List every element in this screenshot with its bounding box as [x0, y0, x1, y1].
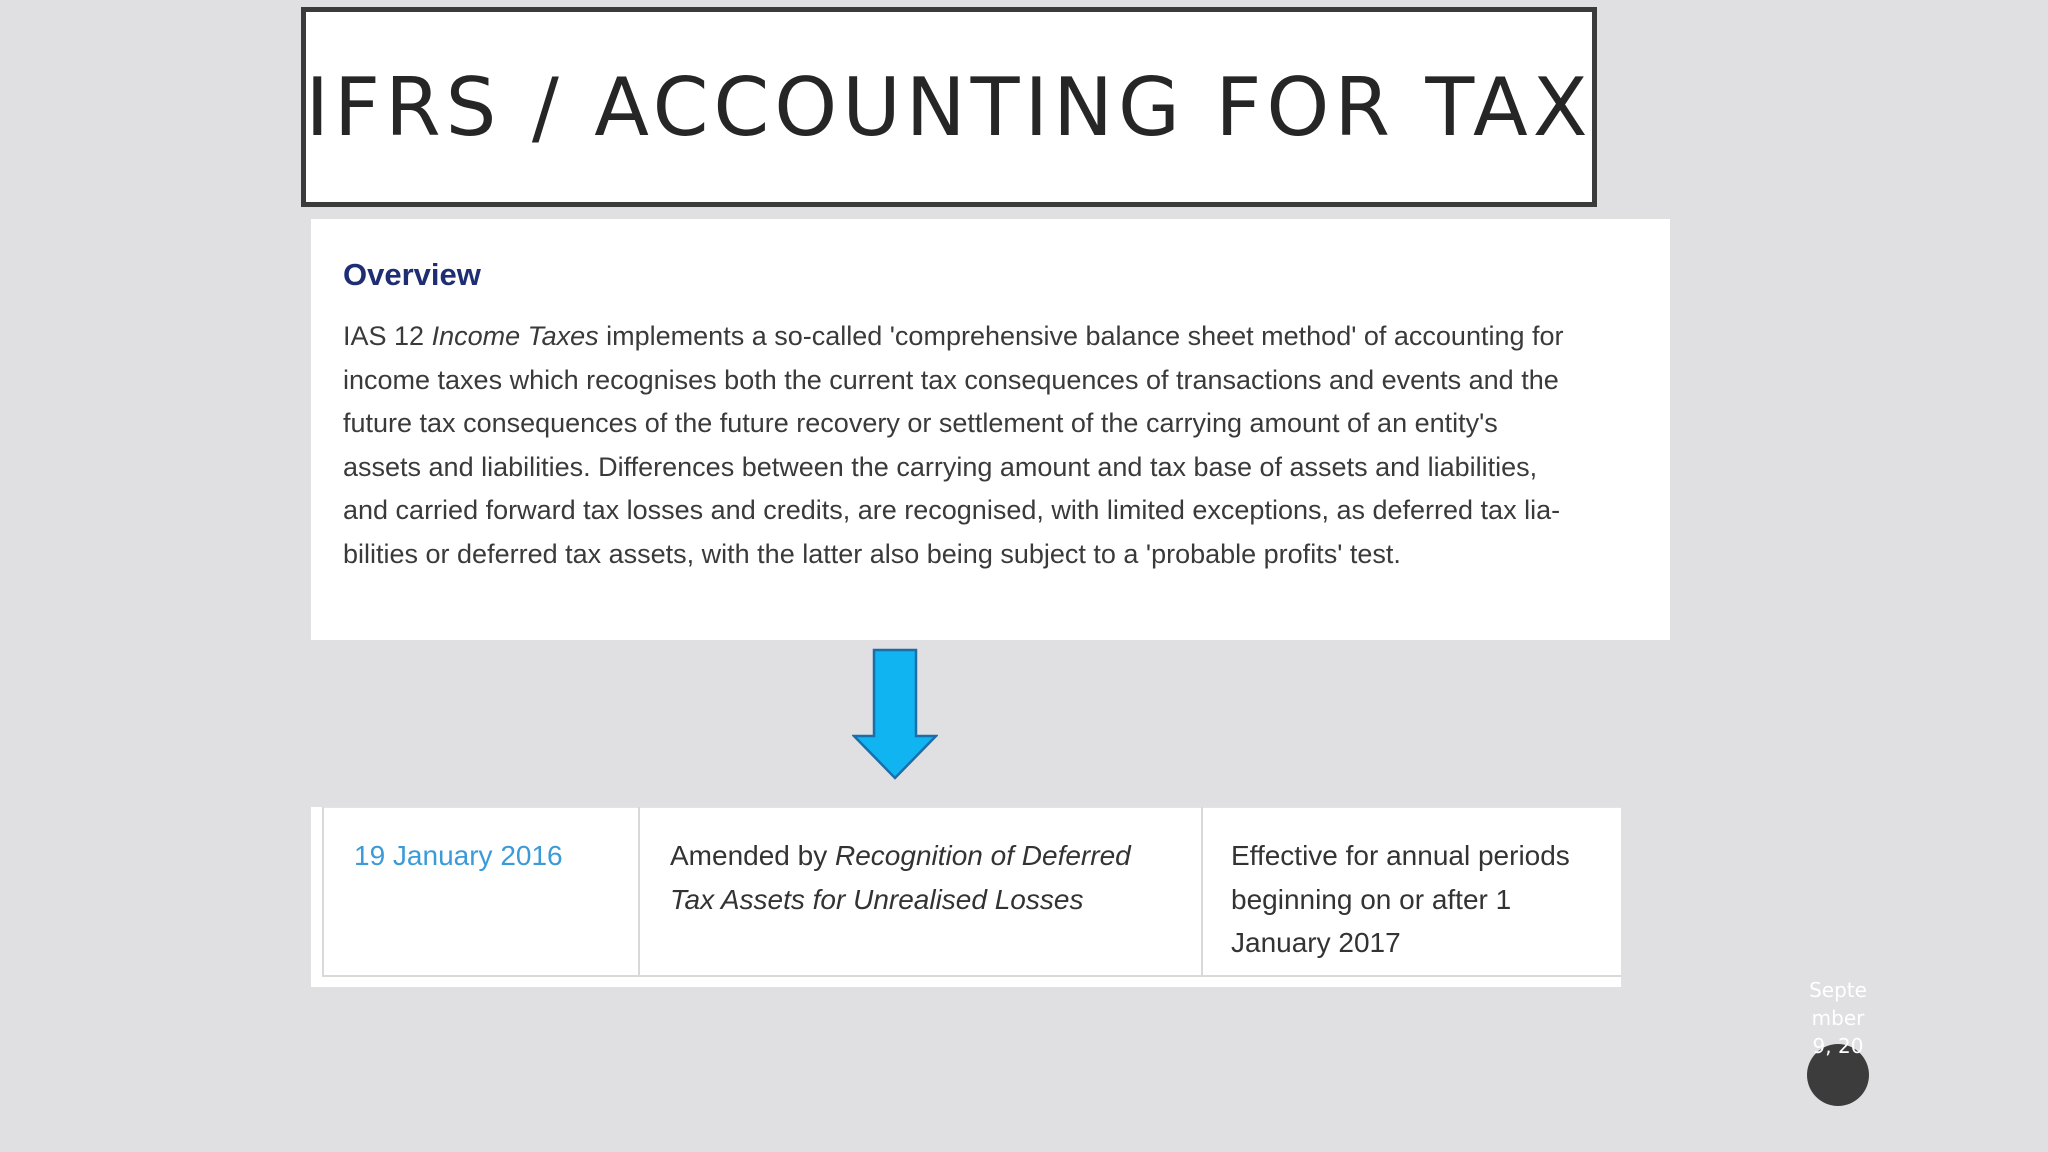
overview-line-6: bilities or deferred tax assets, with the latter also being subject to a 'probable profits' test. [343, 538, 1401, 569]
overview-panel [311, 219, 1670, 640]
amendment-description-cell [639, 808, 1202, 977]
table-row [323, 808, 1621, 977]
amendment-table-panel [311, 807, 1621, 987]
effective-line-1: Effective for annual periods [1231, 840, 1570, 871]
effective-line-2: beginning on or after 1 [1231, 883, 1512, 915]
slide-title-box [301, 7, 1597, 207]
slide-title: IFRS / ACCOUNTING FOR TAX [305, 60, 1593, 154]
down-arrow-icon [852, 648, 938, 780]
amendment-title-line-2: Tax Assets for Unrealised Losses [670, 883, 1084, 915]
overview-line-3: future tax consequences of the future recovery or settlement of the carrying amount of an entity's [343, 408, 1498, 438]
overview-line-5: and carried forward tax losses and credits, are recognised, with limited exceptions, as deferred tax lia- [343, 495, 1561, 525]
overview-standard-title: Income Taxes [431, 321, 599, 351]
overview-line-4: assets and liabilities. Differences between the carrying amount and tax base of assets and liabilities, [343, 451, 1538, 482]
amendment-effective-cell [1202, 808, 1621, 977]
overview-line-2: income taxes which recognises both the current tax consequences of transactions and events and the [343, 364, 1559, 395]
amendment-date[interactable]: 19 January 2016 [354, 840, 563, 871]
overview-line-1-prefix: IAS 12 [343, 321, 432, 351]
overview-paragraph [343, 315, 1663, 576]
amendment-date-cell [323, 808, 639, 977]
effective-line-3: January 2017 [1231, 927, 1401, 958]
overview-line-1-rest: implements a so-called 'comprehensive balance sheet method' of accounting for [598, 321, 1564, 351]
overview-heading: Overview [343, 257, 481, 292]
slide-date: September 9, 20 [1809, 978, 1867, 1058]
amendment-table [322, 807, 1621, 977]
overview-line-1 [343, 321, 1564, 351]
amendment-title-line-1: Recognition of Deferred [835, 840, 1131, 871]
amended-by-prefix: Amended by [670, 840, 835, 871]
